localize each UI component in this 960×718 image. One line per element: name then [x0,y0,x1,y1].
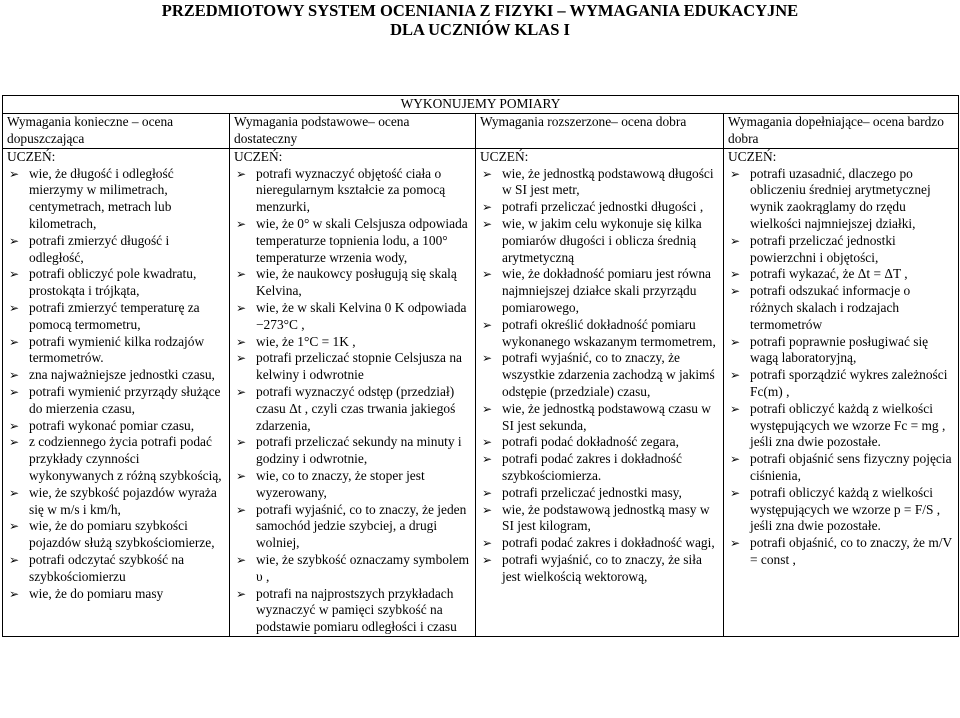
requirement-item [728,334,954,368]
requirement-item [7,586,225,603]
requirement-item [480,451,719,485]
arrowhead-bullet-icon: ➢ [236,586,247,601]
requirement-item [480,317,719,351]
requirement-text: wie, że jednostką podstawową czasu w SI jest sekunda, [502,400,711,433]
arrowhead-bullet-icon: ➢ [9,418,20,433]
requirement-text: potrafi wyjaśnić, co to znaczy, że wszystkie zdarzenia zachodzą w jakimś odstępie (przedziale) czasu, [502,350,715,399]
arrowhead-bullet-icon: ➢ [9,233,20,248]
arrowhead-bullet-icon: ➢ [482,552,493,567]
requirement-item [7,485,225,519]
requirement-item [7,334,225,368]
arrowhead-bullet-icon: ➢ [9,384,20,399]
header-row [3,113,959,148]
requirement-item [234,502,471,552]
arrowhead-bullet-icon: ➢ [730,267,741,282]
requirement-text: potrafi objaśnić sens fizyczny pojęcia ciśnienia, [750,451,952,483]
requirement-text: potrafi obliczyć każdą z wielkości występujących we wzorze Fc = mg , jeśli zna dwie pozostałe. [750,400,946,450]
arrowhead-bullet-icon: ➢ [9,334,20,349]
arrowhead-bullet-icon: ➢ [9,267,20,282]
arrowhead-bullet-icon: ➢ [236,351,247,366]
requirement-text: potrafi podać zakres i dokładność szybkościomierza. [502,451,682,483]
arrowhead-bullet-icon: ➢ [730,452,741,467]
arrowhead-bullet-icon: ➢ [482,351,493,366]
requirement-item [480,552,719,586]
arrowhead-bullet-icon: ➢ [730,334,741,349]
arrowhead-bullet-icon: ➢ [482,216,493,231]
requirement-item [480,166,719,200]
arrowhead-bullet-icon: ➢ [9,552,20,567]
requirement-item [234,266,471,300]
arrowhead-bullet-icon: ➢ [236,468,247,483]
arrowhead-bullet-icon: ➢ [9,368,20,383]
requirement-text: potrafi wymienić przyrządy służące do mierzenia czasu, [29,383,221,416]
arrowhead-bullet-icon: ➢ [236,300,247,315]
requirement-text: potrafi wyznaczyć odstęp (przedział) czasu Δt , czyli czas trwania jakiegoś zdarzenia, [256,383,456,433]
arrowhead-bullet-icon: ➢ [482,435,493,450]
requirement-item [728,451,954,485]
requirement-item [234,216,471,266]
requirement-text: wie, w jakim celu wykonuje się kilka pomiarów długości i oblicza średnią arytmetyczną [502,215,702,265]
section-title: WYKONUJEMY POMIARY [3,96,959,114]
requirement-text: potrafi objaśnić, co to znaczy, że m/V = const , [750,535,952,567]
requirement-item [234,384,471,434]
requirement-text: potrafi podać zakres i dokładność wagi, [502,535,715,551]
requirement-text: wie, że długość i odległość mierzymy w milimetrach, centymetrach, metrach lub kilometrach, [29,165,174,231]
requirement-text: wie, że w skali Kelvina 0 K odpowiada −273°C , [256,299,467,332]
requirement-item [7,166,225,233]
column-header-podstawowe: Wymagania podstawowe– ocena dostateczny [230,113,476,148]
column-konieczne [3,148,230,636]
arrowhead-bullet-icon: ➢ [730,536,741,551]
requirement-text: potrafi poprawnie posługiwać się wagą laboratoryjną, [750,333,929,366]
requirement-text: zna najważniejsze jednostki czasu, [29,367,215,383]
requirement-item [728,233,954,267]
requirement-item [480,502,719,536]
uczen-label: UCZEŃ: [480,148,529,164]
requirement-item [728,283,954,333]
requirements-list [234,166,471,636]
arrowhead-bullet-icon: ➢ [482,317,493,332]
requirement-item [7,266,225,300]
requirement-text: potrafi podać dokładność zegara, [502,434,679,450]
arrowhead-bullet-icon: ➢ [9,586,20,601]
requirement-item [480,401,719,435]
requirement-text: wie, co to znaczy, że stoper jest wyzerowany, [256,467,425,500]
arrowhead-bullet-icon: ➢ [236,384,247,399]
requirement-item [480,535,719,552]
requirement-item [480,434,719,451]
requirement-text: potrafi obliczyć każdą z wielkości występujących we wzorze p = F/S , jeśli zna dwie pozostałe. [750,484,941,534]
requirements-list [7,166,225,603]
title-line-2: DLA UCZNIÓW KLAS I [390,20,570,39]
requirement-item [234,334,471,351]
uczen-label: UCZEŃ: [728,148,777,164]
arrowhead-bullet-icon: ➢ [236,216,247,231]
arrowhead-bullet-icon: ➢ [482,267,493,282]
requirements-list [728,166,954,569]
arrowhead-bullet-icon: ➢ [9,485,20,500]
requirement-item [480,199,719,216]
requirement-item [480,266,719,316]
requirement-text: potrafi obliczyć pole kwadratu, prostokąta i trójkąta, [29,266,197,299]
arrowhead-bullet-icon: ➢ [730,284,741,299]
column-header-dopelniajace: Wymagania dopełniające– ocena bardzo dobra [724,113,959,148]
requirement-text: wie, że szybkość oznaczamy symbolem υ , [256,551,470,584]
requirement-text: potrafi przeliczać jednostki długości , [502,199,704,215]
arrowhead-bullet-icon: ➢ [9,166,20,181]
requirement-text: potrafi przeliczać sekundy na minuty i godziny i odwrotnie, [256,434,462,467]
requirement-item [7,233,225,267]
section-row [3,96,959,114]
document-title [0,0,960,39]
requirement-item [234,166,471,216]
requirement-text: potrafi wyjaśnić, co to znaczy, że jeden samochód jedzie szybciej, a drugi wolniej, [256,501,467,551]
requirement-item [480,350,719,400]
arrowhead-bullet-icon: ➢ [9,519,20,534]
requirement-item [234,350,471,384]
requirement-text: wie, że szybkość pojazdów wyraża się w m/s i km/h, [29,484,217,517]
arrowhead-bullet-icon: ➢ [730,368,741,383]
requirement-item [7,518,225,552]
uczen-label: UCZEŃ: [7,148,56,164]
requirement-item [7,434,225,484]
requirement-text: z codziennego życia potrafi podać przykłady czynności wykonywanych z różną szybkością, [29,434,222,483]
requirement-text: wie, że naukowcy posługują się skalą Kelvina, [256,266,457,299]
requirement-item [480,485,719,502]
requirement-text: potrafi wykonać pomiar czasu, [29,417,195,433]
arrowhead-bullet-icon: ➢ [236,334,247,349]
requirement-text: wie, że do pomiaru masy [29,585,164,601]
arrowhead-bullet-icon: ➢ [730,166,741,181]
arrowhead-bullet-icon: ➢ [9,300,20,315]
requirement-item [728,401,954,451]
requirement-item [7,367,225,384]
requirement-item [7,418,225,435]
requirement-text: wie, że podstawową jednostką masy w SI jest kilogram, [502,501,710,534]
requirement-text: potrafi przeliczać jednostki masy, [502,484,682,500]
arrowhead-bullet-icon: ➢ [236,502,247,517]
requirement-item [234,552,471,586]
arrowhead-bullet-icon: ➢ [482,502,493,517]
title-line-1: PRZEDMIOTOWY SYSTEM OCENIANIA Z FIZYKI – WYMAGANIA EDUKACYJNE [161,1,799,20]
requirement-text: wie, że dokładność pomiaru jest równa najmniejszej działce skali przyrządu pomiarowego, [502,266,711,315]
arrowhead-bullet-icon: ➢ [730,233,741,248]
requirement-text: potrafi przeliczać jednostki powierzchni i objętości, [750,232,896,265]
requirement-item [7,384,225,418]
requirement-text: potrafi zmierzyć temperaturę za pomocą termometru, [29,299,200,332]
arrowhead-bullet-icon: ➢ [236,267,247,282]
requirement-text: potrafi przeliczać stopnie Celsjusza na kelwiny i odwrotnie [256,350,462,383]
arrowhead-bullet-icon: ➢ [730,485,741,500]
requirement-text: potrafi sporządzić wykres zależności Fc(m) , [750,367,948,399]
requirement-text: potrafi wykazać, że Δt = ΔT , [750,266,908,282]
requirement-text: potrafi określić dokładność pomiaru wykonanego wskazanym termometrem, [502,316,716,349]
requirement-text: potrafi odszukać informacje o różnych skalach i rodzajach termometrów [750,283,911,332]
arrowhead-bullet-icon: ➢ [482,200,493,215]
requirement-item [234,300,471,334]
column-header-konieczne: Wymagania konieczne – ocena dopuszczająca [3,113,230,148]
arrowhead-bullet-icon: ➢ [482,401,493,416]
arrowhead-bullet-icon: ➢ [482,166,493,181]
requirement-item [728,367,954,401]
requirement-text: wie, że 1°C = 1K , [256,333,356,349]
requirement-item [728,485,954,535]
requirement-item [728,266,954,283]
arrowhead-bullet-icon: ➢ [482,485,493,500]
column-dopelniajace [724,148,959,636]
uczen-label: UCZEŃ: [234,148,283,164]
requirement-item [7,300,225,334]
requirement-text: potrafi na najprostszych przykładach wyznaczyć w pamięci szybkość na podstawie pomiaru odległości i czasu [256,585,457,635]
arrowhead-bullet-icon: ➢ [236,166,247,181]
requirement-item [7,552,225,586]
column-podstawowe [230,148,476,636]
requirement-item [234,434,471,468]
requirement-text: wie, że 0° w skali Celsjusza odpowiada temperaturze topnienia lodu, a 100° temperaturze wrzenia wody, [256,215,468,265]
requirement-text: potrafi wymienić kilka rodzajów termometrów. [29,333,205,366]
column-header-rozszerzone: Wymagania rozszerzone– ocena dobra [476,113,724,148]
requirement-text: potrafi zmierzyć długość i odległość, [29,232,170,265]
requirement-text: wie, że do pomiaru szybkości pojazdów służą szybkościomierze, [29,518,215,551]
requirements-list [480,166,719,586]
arrowhead-bullet-icon: ➢ [482,536,493,551]
requirement-item [728,535,954,569]
arrowhead-bullet-icon: ➢ [730,401,741,416]
requirement-item [234,468,471,502]
column-rozszerzone [476,148,724,636]
requirement-text: potrafi wyznaczyć objętość ciała o nieregularnym kształcie za pomocą menzurki, [256,165,446,215]
body-row [3,148,959,636]
arrowhead-bullet-icon: ➢ [482,452,493,467]
requirement-text: potrafi wyjaśnić, co to znaczy, że siła jest wielkością wektorową, [502,551,702,584]
requirements-table [2,95,959,637]
requirement-text: potrafi uzasadnić, dlaczego po obliczeniu średniej arytmetycznej wynik zaokrąglamy do rzędu wielkości najmniejszej działki, [750,165,931,231]
requirement-item [480,216,719,266]
requirement-item [234,586,471,636]
arrowhead-bullet-icon: ➢ [9,435,20,450]
requirement-text: wie, że jednostką podstawową długości w SI jest metr, [502,165,714,198]
arrowhead-bullet-icon: ➢ [236,435,247,450]
requirement-item [728,166,954,233]
requirement-text: potrafi odczytać szybkość na szybkościomierzu [29,551,185,584]
arrowhead-bullet-icon: ➢ [236,552,247,567]
